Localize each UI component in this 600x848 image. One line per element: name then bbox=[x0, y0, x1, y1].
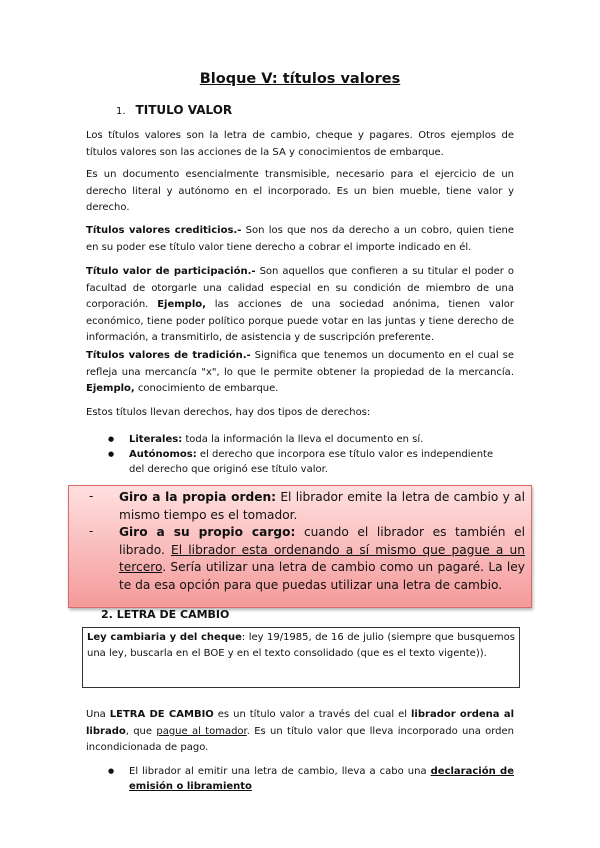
overlay-item-propio-cargo bbox=[119, 524, 525, 594]
section-number: 1. bbox=[116, 106, 126, 117]
text: , que bbox=[125, 725, 157, 737]
example-label: Ejemplo, bbox=[86, 383, 135, 394]
text: el derecho que incorpora ese título valor es independiente del derecho que originó ese título valor. bbox=[129, 449, 494, 475]
paragraph-rights-intro: Estos títulos llevan derechos, hay dos tipos de derechos: bbox=[86, 407, 371, 418]
text: cuando el librador es también el librado. bbox=[119, 525, 525, 557]
paragraph-participacion bbox=[86, 264, 514, 347]
section-title: TITULO VALOR bbox=[135, 103, 233, 117]
text: . Es un título valor que lleva incorporado una orden incondicionada de pago. bbox=[86, 725, 515, 753]
term: Literales: bbox=[129, 434, 183, 445]
example-label: Ejemplo, bbox=[157, 299, 206, 310]
term: librador ordena al librado bbox=[86, 709, 514, 737]
rights-list bbox=[102, 432, 504, 477]
section-title: LETRA DE CAMBIO bbox=[116, 608, 230, 621]
text: . Sería utilizar una letra de cambio como un pagaré. La ley te da esa opción para que puedas utilizar una letra de cambio. bbox=[119, 560, 525, 592]
dash-bullet: - bbox=[89, 524, 94, 538]
overlay-note-box bbox=[68, 485, 532, 608]
term: Giro a la propia orden: bbox=[119, 490, 277, 504]
law-reference-box bbox=[82, 627, 520, 688]
text: Significa que tenemos un documento en el cual se refleja una mercancía "x", lo que le permite obtener la propiedad de la mercancía. bbox=[86, 350, 514, 378]
list-item bbox=[102, 764, 514, 794]
paragraph-letra-de-cambio bbox=[86, 707, 514, 757]
text: conocimiento de embarque. bbox=[134, 383, 279, 394]
paragraph-tradicion bbox=[86, 348, 514, 398]
section-number: 2. bbox=[101, 608, 113, 621]
page-title: Bloque V: títulos valores bbox=[199, 71, 401, 87]
term: declaración de emisión o libramiento bbox=[129, 766, 514, 792]
text: es un título valor a través del cual el bbox=[213, 709, 411, 720]
term: Títulos valores crediticios.- bbox=[86, 225, 242, 236]
section-heading-titulo-valor bbox=[116, 103, 232, 117]
paragraph-intro: Los títulos valores son la letra de cambio, cheque y pagares. Otros ejemplos de títulos valores son las acciones de la SA y conocimientos de embarque. bbox=[86, 130, 514, 158]
term: Ley cambiaria y del cheque bbox=[87, 632, 242, 643]
paragraph-crediticios bbox=[86, 223, 514, 256]
paragraph-definition: Es un documento esencialmente transmisible, necesario para el ejercicio de un derecho literal y autónomo en el incorporado. Es un bien mueble, tiene valor y derecho. bbox=[86, 169, 514, 213]
list-item bbox=[102, 432, 504, 447]
text: Son los que nos da derecho a un cobro, quien tiene en su poder ese título valor tiene derecho a cobrar el importe indicado en él. bbox=[86, 225, 515, 253]
text: : ley 19/1985, de 16 de julio (siempre que busquemos una ley, buscarla en el BOE y en el texto consolidado (que es el texto vigente)). bbox=[87, 632, 515, 659]
underlined-text: El librador esta ordenando a sí mismo que pague a un tercero bbox=[119, 542, 526, 574]
term: Autónomos: bbox=[129, 449, 197, 460]
term: Título valor de participación.- bbox=[86, 266, 256, 277]
text: El librador al emitir una letra de cambio, lleva a cabo una bbox=[129, 766, 431, 777]
text: las acciones de una sociedad anónima, tienen valor económico, tiene poder político porque puede votar en las juntas y tiene derecho de información, a transmitirlo, de asistencia y de suscripción preferente. bbox=[86, 299, 514, 343]
overlay-item-propia-orden bbox=[119, 489, 525, 524]
list-item bbox=[102, 447, 504, 477]
underlined-text: pague al tomador bbox=[156, 725, 247, 737]
term: Giro a su propio cargo: bbox=[119, 525, 296, 539]
bullet-libramiento bbox=[102, 764, 514, 794]
term: Títulos valores de tradición.- bbox=[86, 350, 251, 361]
text: Una bbox=[86, 709, 110, 720]
text: toda la información la lleva el documento en sí. bbox=[182, 434, 424, 445]
dash-bullet: - bbox=[89, 489, 94, 503]
section-heading-letra-de-cambio bbox=[101, 608, 229, 621]
term: LETRA DE CAMBIO bbox=[109, 709, 214, 720]
text: Son aquellos que confieren a su titular el poder o facultad de otorgarle una calidad especial en su condición de miembro de una corporación. bbox=[86, 266, 515, 310]
text: El librador emite la letra de cambio y al mismo tiempo es el tomador. bbox=[119, 490, 525, 522]
